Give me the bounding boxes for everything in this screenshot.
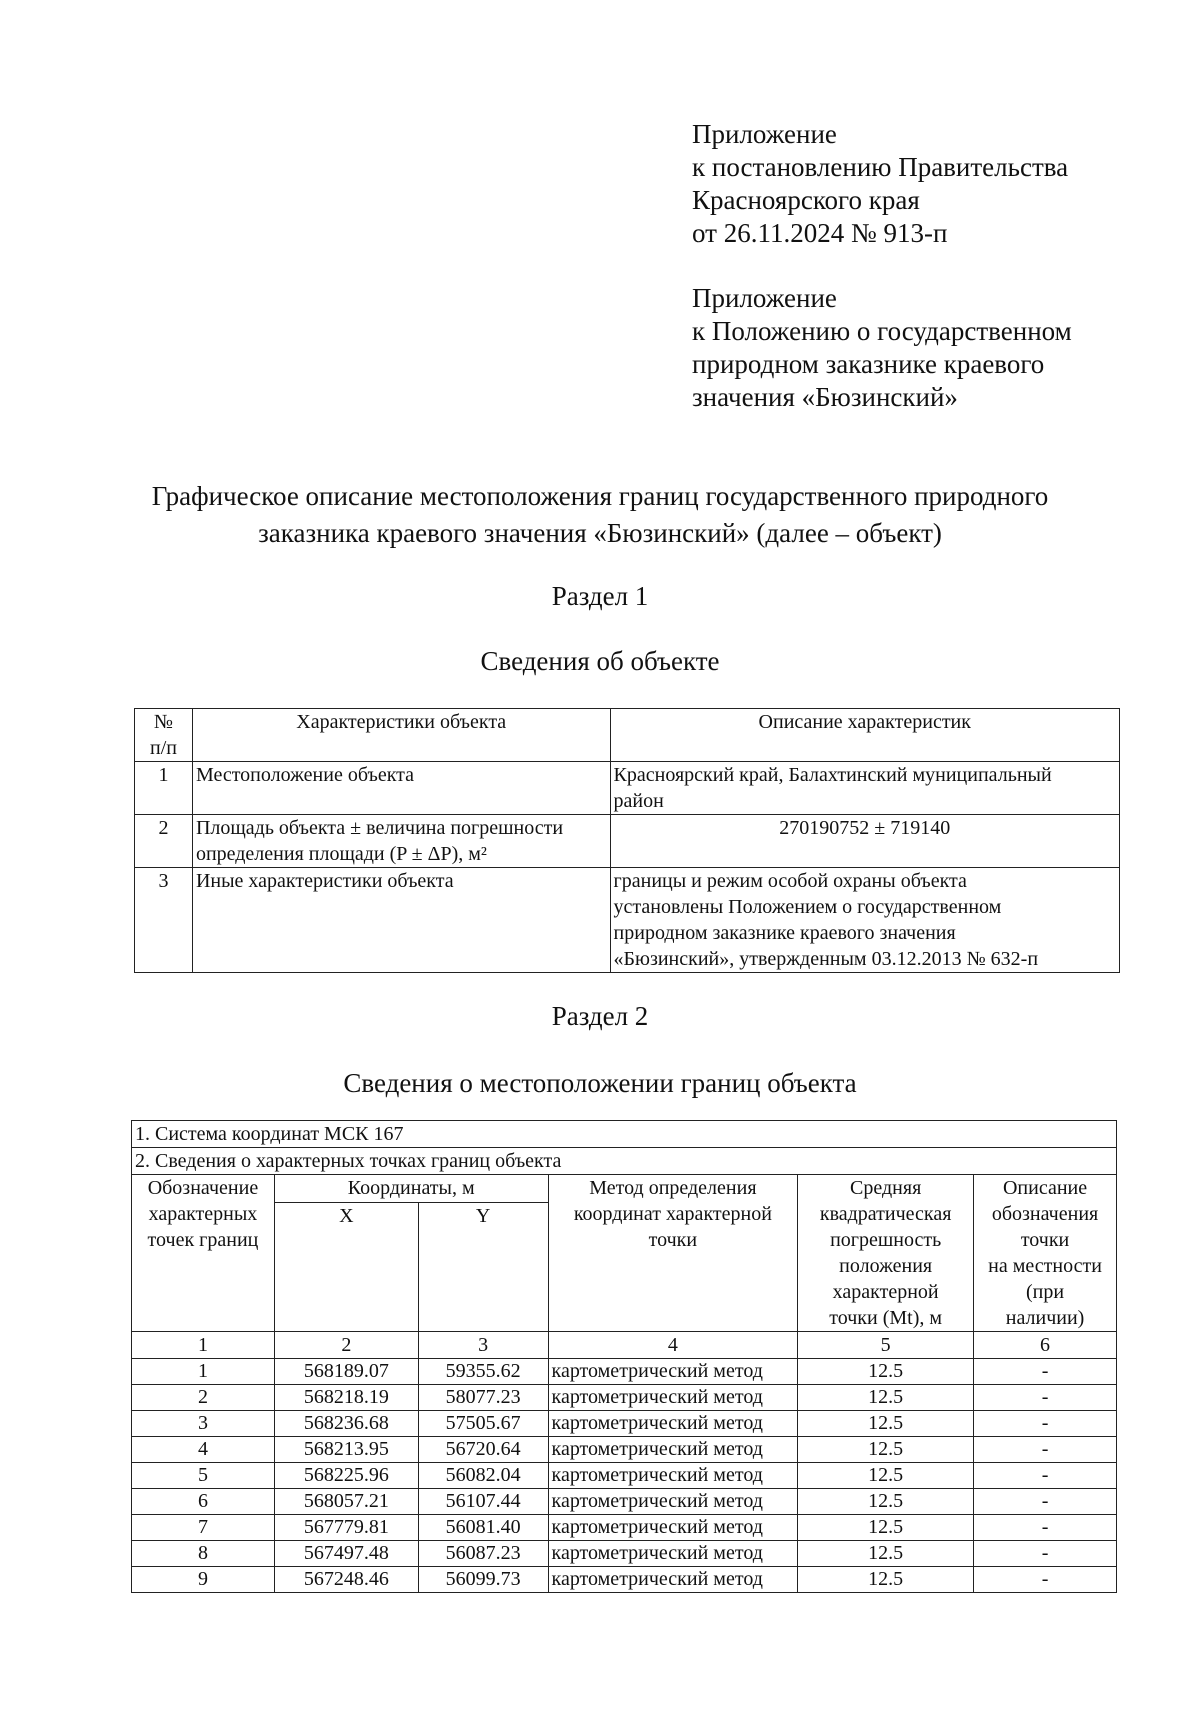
annex-header-regulation [692, 282, 1072, 414]
table-row [132, 1541, 1117, 1567]
row-description: Красноярский край, Балахтинский муниципальный район [610, 762, 1119, 815]
row-characteristic: Иные характеристики объекта [192, 868, 610, 973]
boundary-points-table [131, 1120, 1117, 1593]
header-cell-y: Y [418, 1203, 548, 1332]
annex-line: к постановлению Правительства [692, 152, 1069, 182]
point-y: 56720.64 [418, 1437, 548, 1463]
point-method: картометрический метод [548, 1437, 798, 1463]
point-method: картометрический метод [548, 1489, 798, 1515]
point-method: картометрический метод [548, 1385, 798, 1411]
row-characteristic: Местоположение объекта [192, 762, 610, 815]
coord-system-row [132, 1121, 1117, 1148]
header-cell-characteristics: Характеристики объекта [192, 709, 610, 762]
point-y: 56099.73 [418, 1567, 548, 1593]
table-row [135, 868, 1120, 973]
point-x: 568057.21 [274, 1489, 418, 1515]
point-error: 12.5 [798, 1567, 974, 1593]
header-cell-error: Средняя квадратическая погрешность положения характерной точки (Mt), м [798, 1175, 974, 1332]
annex-line: Красноярского края [692, 185, 920, 215]
table-row [132, 1359, 1117, 1385]
header-cell-coordinates: Координаты, м [274, 1175, 548, 1203]
points-info-cell: 2. Сведения о характерных точках границ объекта [132, 1148, 1117, 1175]
point-y: 59355.62 [418, 1359, 548, 1385]
column-number: 3 [418, 1332, 548, 1359]
points-body [132, 1359, 1117, 1593]
annex-line: Приложение [692, 119, 837, 149]
point-method: картометрический метод [548, 1541, 798, 1567]
point-y: 57505.67 [418, 1411, 548, 1437]
header-cell-description: Описание характеристик [610, 709, 1119, 762]
table-row [132, 1385, 1117, 1411]
point-number: 4 [132, 1437, 275, 1463]
point-marking: - [974, 1463, 1117, 1489]
annex-header-resolution [692, 118, 1068, 250]
section1-title: Сведения об объекте [480, 646, 720, 676]
point-number: 2 [132, 1385, 275, 1411]
row-number: 2 [135, 815, 193, 868]
table-row [132, 1567, 1117, 1593]
point-error: 12.5 [798, 1359, 974, 1385]
point-method: картометрический метод [548, 1515, 798, 1541]
point-y: 56087.23 [418, 1541, 548, 1567]
points-info-row [132, 1148, 1117, 1175]
point-method: картометрический метод [548, 1411, 798, 1437]
point-x: 568213.95 [274, 1437, 418, 1463]
point-marking: - [974, 1515, 1117, 1541]
table-row [135, 815, 1120, 868]
point-marking: - [974, 1411, 1117, 1437]
title-line: заказника краевого значения «Бюзинский» (далее – объект) [258, 518, 942, 548]
row-description: 270190752 ± 719140 [610, 815, 1119, 868]
column-number: 2 [274, 1332, 418, 1359]
point-marking: - [974, 1541, 1117, 1567]
point-x: 568236.68 [274, 1411, 418, 1437]
table-header-row [135, 709, 1120, 762]
point-x: 567497.48 [274, 1541, 418, 1567]
column-number: 6 [974, 1332, 1117, 1359]
header-cell-x: X [274, 1203, 418, 1332]
point-x: 567248.46 [274, 1567, 418, 1593]
annex-line: Приложение [692, 283, 837, 313]
column-number: 1 [132, 1332, 275, 1359]
point-error: 12.5 [798, 1463, 974, 1489]
section2-heading: Раздел 2 [551, 1001, 649, 1031]
point-number: 5 [132, 1463, 275, 1489]
header-cell-marking: Описание обозначения точки на местности (при наличии) [974, 1175, 1117, 1332]
point-x: 568225.96 [274, 1463, 418, 1489]
point-y: 58077.23 [418, 1385, 548, 1411]
point-marking: - [974, 1437, 1117, 1463]
point-number: 3 [132, 1411, 275, 1437]
point-number: 6 [132, 1489, 275, 1515]
coord-system-cell: 1. Система координат МСК 167 [132, 1121, 1117, 1148]
column-number: 5 [798, 1332, 974, 1359]
row-characteristic: Площадь объекта ± величина погрешности определения площади (P ± ΔP), м² [192, 815, 610, 868]
point-y: 56082.04 [418, 1463, 548, 1489]
table-row [132, 1437, 1117, 1463]
annex-line: от 26.11.2024 № 913-п [692, 218, 948, 248]
column-number-row [132, 1332, 1117, 1359]
row-number: 1 [135, 762, 193, 815]
point-error: 12.5 [798, 1515, 974, 1541]
point-marking: - [974, 1359, 1117, 1385]
header-cell-designation: Обозначение характерных точек границ [132, 1175, 275, 1332]
table-row [132, 1463, 1117, 1489]
table-row [135, 762, 1120, 815]
point-number: 1 [132, 1359, 275, 1385]
point-marking: - [974, 1489, 1117, 1515]
annex-line: значения «Бюзинский» [692, 382, 958, 412]
point-x: 568189.07 [274, 1359, 418, 1385]
column-number: 4 [548, 1332, 798, 1359]
point-number: 8 [132, 1541, 275, 1567]
header-cell-method: Метод определения координат характерной точки [548, 1175, 798, 1332]
section2-title: Сведения о местоположении границ объекта [343, 1068, 857, 1098]
title-line: Графическое описание местоположения границ государственного природного [151, 481, 1049, 511]
point-x: 567779.81 [274, 1515, 418, 1541]
table-row [132, 1411, 1117, 1437]
header-cell-number: № п/п [135, 709, 193, 762]
point-method: картометрический метод [548, 1359, 798, 1385]
section1-heading: Раздел 1 [551, 581, 649, 611]
point-marking: - [974, 1385, 1117, 1411]
point-y: 56081.40 [418, 1515, 548, 1541]
point-number: 9 [132, 1567, 275, 1593]
point-method: картометрический метод [548, 1463, 798, 1489]
point-x: 568218.19 [274, 1385, 418, 1411]
table-row [132, 1489, 1117, 1515]
table-row [132, 1515, 1117, 1541]
point-error: 12.5 [798, 1541, 974, 1567]
row-description: границы и режим особой охраны объекта установлены Положением о государственном природном заказнике краевого значения «Бюзинский», утвержденным 03.12.2013 № 632-п [610, 868, 1119, 973]
point-y: 56107.44 [418, 1489, 548, 1515]
point-marking: - [974, 1567, 1117, 1593]
point-error: 12.5 [798, 1385, 974, 1411]
annex-line: природном заказнике краевого [692, 349, 1045, 379]
row-number: 3 [135, 868, 193, 973]
object-info-table [134, 708, 1120, 973]
point-error: 12.5 [798, 1437, 974, 1463]
point-number: 7 [132, 1515, 275, 1541]
point-error: 12.5 [798, 1489, 974, 1515]
annex-line: к Положению о государственном [692, 316, 1072, 346]
point-method: картометрический метод [548, 1567, 798, 1593]
table-header-row [132, 1175, 1117, 1203]
document-title [0, 478, 1200, 552]
point-error: 12.5 [798, 1411, 974, 1437]
